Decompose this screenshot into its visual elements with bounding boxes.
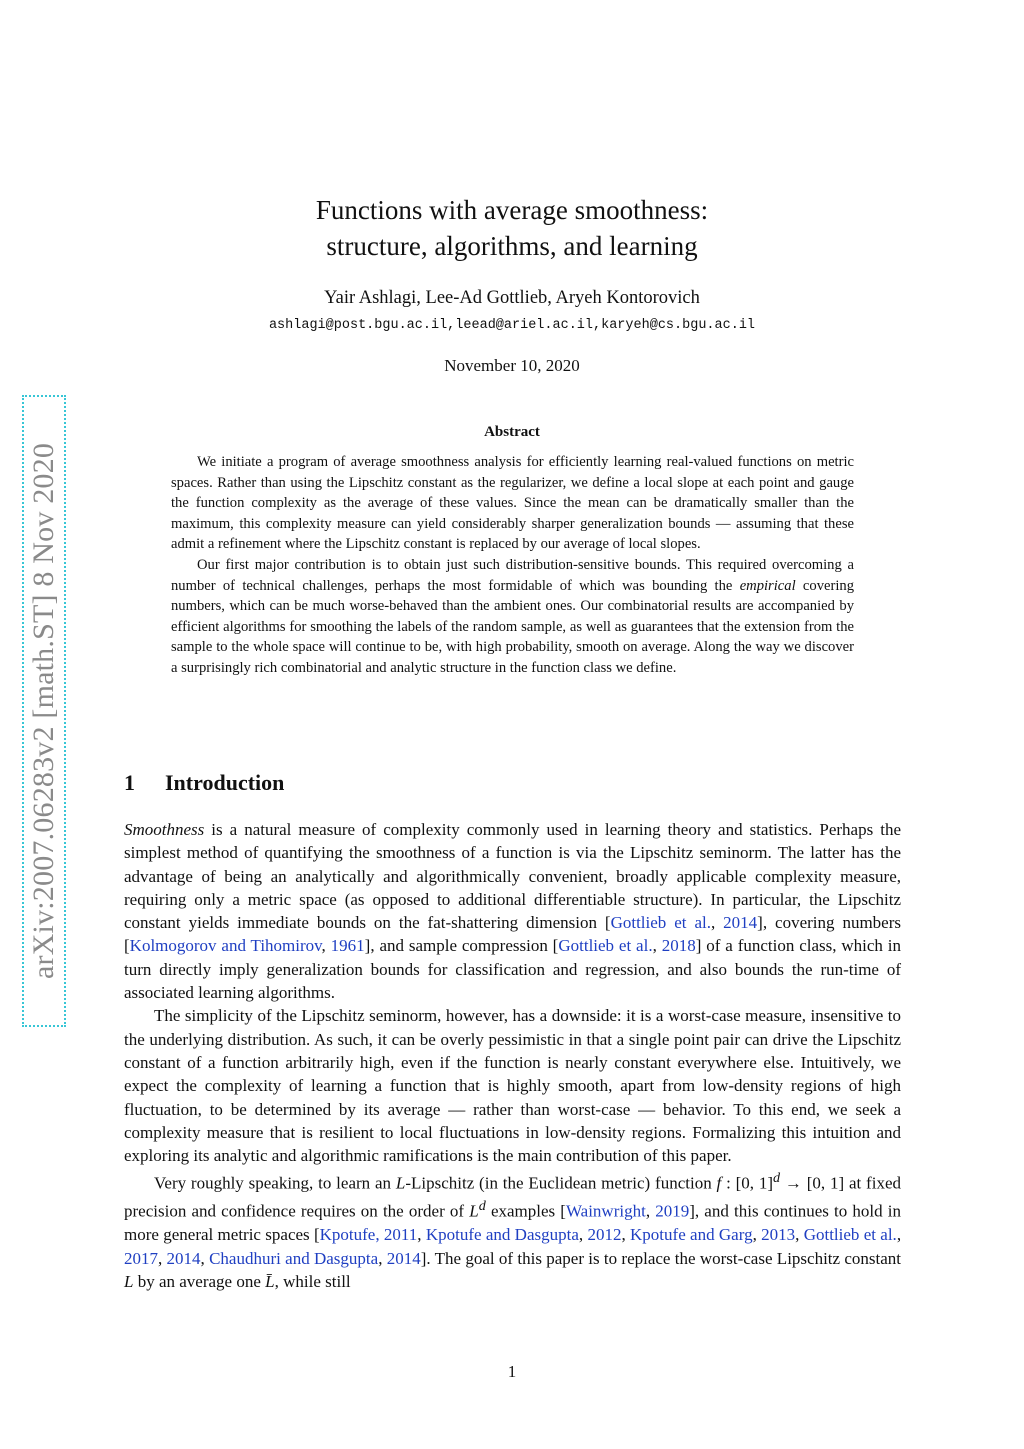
math-symbol: L̄ [265,1271,275,1291]
citation-link[interactable]: Kolmogorov and Tihomirov [129,936,322,956]
citation-year-link[interactable]: 2018 [661,936,696,956]
abstract-paragraph-1: We initiate a program of average smoothness analysis for efficiently learning real-valued functions on metric spaces. Rather than using the Lipschitz constant as the regularizer, we define a local slope at each point and gauge the function complexity as the average of these values. Since the mean can be dramatically smaller than the maximum, this complexity measure can yield considerably sharper generalization bounds — assuming that these admit a refinement where the Lipschitz constant is replaced by our average of local slopes. [171,454,854,553]
citation-link[interactable]: Kpotufe, 2011 [319,1225,418,1245]
citation-year-link[interactable]: 2017 [124,1248,158,1268]
math-symbol: f [716,1174,722,1194]
text: ], and sample compression [ [364,936,559,956]
text: -Lipschitz (in the Euclidean metric) function [405,1174,717,1194]
citation-year-link[interactable]: 1961 [330,936,365,956]
math-symbol: L [124,1271,134,1291]
paper-date: November 10, 2020 [444,356,580,375]
text: ]. The goal of this paper is to replace the worst-case Lipschitz constant [420,1248,902,1268]
math-symbol: L [469,1202,479,1222]
text: by an average one [133,1271,266,1291]
title-line-1: Functions with average smoothness: [315,195,709,225]
math-superscript: d [478,1198,486,1215]
paper-title [0,192,1024,264]
citation-link[interactable]: Kpotufe and Garg [630,1225,753,1245]
abstract-body [171,452,854,679]
text: ], and this continues to hold in more general metric spaces [ [124,1202,902,1245]
abstract-heading: Abstract [484,424,540,440]
abstract-text: Our first major contribution is to obtain just such distribution-sensitive bounds. This required overcoming a number of technical challenges, perhaps the most formidable of which was bounding the [171,556,854,594]
authors: Yair Ashlagi, Lee-Ad Gottlieb, Aryeh Kontorovich [324,288,700,308]
citation-year-link[interactable]: 2019 [655,1202,690,1222]
text: , while still [274,1271,351,1291]
text: : [0, 1] [721,1174,774,1194]
citation-year-link[interactable]: 2014 [166,1248,201,1268]
citation-year-link[interactable]: 2014 [723,913,758,933]
citation-link[interactable]: Gottlieb et al. [610,913,711,933]
citation-year-link[interactable]: 2014 [386,1248,421,1268]
math-superscript: d [773,1170,781,1187]
text: ] of a function class, which in turn directly imply generalization bounds for classification and regression, and also bounds the run-time of associated learning algorithms. [124,936,902,1003]
abstract-text: covering numbers, which can be much worse-behaved than the ambient ones. Our combinatorial results are accompanied by efficient algorithms for smoothing the labels of the random sample, as well as guarantees that the extension from the sample to the whole space will continue to be, with high probability, smooth on average. Along the way we discover a surprisingly rich combinatorial and analytic structure in the function class we define. [171,577,854,676]
section-heading-introduction [124,770,284,796]
intro-paragraph-3: Very roughly speaking, to learn an L-Lipschitz (in the Euclidean metric) function f : [0, 1]$^d$ → [0, 1] at fixed precision and confidence requires on the order of $L^d$ examples [Wainwright, 2019], and this continues to hold in more general metric spaces [Kpotufe, 2011, Kpotufe and Dasgupta, 2012, Kpotufe and Garg, 2013, Gottlieb et al., 2017, 2014, Chaudhuri and Dasgupta, 2014]. The goal of this paper is to replace the worst-case Lipschitz constant L by an average one L̄, while still [124,1170,902,1291]
text: → [0, 1] at fixed precision and confidence requires on the order of [124,1174,901,1222]
citation-link[interactable]: Kpotufe and Dasgupta [425,1225,579,1245]
intro-paragraph-1: Smoothness is a natural measure of complexity commonly used in learning theory and statistics. Perhaps the simplest method of quantifying the smoothness of a function is via the Lipschitz seminorm. The latter has the advantage of being an analytically and algorithmically convenient, broadly applicable complexity measure, requiring only a metric space (as opposed to additional differentiable structure). In particular, the Lipschitz constant yields immediate bounds on the fat-shattering dimension [Gottlieb et al., 2014], covering numbers [Kolmogorov and Tihomirov, 1961], and sample compression [Gottlieb et al., 2018] of a function class, which in turn directly imply generalization bounds for classification and regression, and also bounds the run-time of associated learning algorithms. [124,820,902,1003]
citation-link[interactable]: Gottlieb et al. [803,1225,897,1245]
introduction-body [124,818,901,1293]
arxiv-stamp [22,395,66,1027]
emphasis: Smoothness [124,820,205,839]
text: is a natural measure of complexity commonly used in learning theory and statistics. Perhaps the simplest method of quantifying the smoothness of a function is via the Lipschitz seminorm. The latter has the advantage of being an analytically and algorithmically convenient, broadly applicable complexity measure, requiring only a metric space (as opposed to additional differentiable structure). In particular, the Lipschitz constant yields immediate bounds on the fat-shattering dimension [ [124,820,901,933]
intro-paragraph-2: The simplicity of the Lipschitz seminorm, however, has a downside: it is a worst-case measure, insensitive to the underlying distribution. As such, it can be overly pessimistic in that a single point pair can drive the Lipschitz constant of a function arbitrarily high, even if the function is nearly constant everywhere else. Intuitively, we expect the complexity of learning a function that is highly smooth, apart from low-density regions of high fluctuation, to be determined by its average — rather than worst-case — behavior. To this end, we seek a complexity measure that is resilient to local fluctuations in low-density regions. Formalizing this intuition and exploring its analytic and algorithmic ramifications is the main contribution of this paper. [124,1006,901,1166]
author-emails: ashlagi@post.bgu.ac.il,leead@ariel.ac.il,karyeh@cs.bgu.ac.il [268,318,756,333]
text: ], covering numbers [ [124,913,901,956]
citation-year-link[interactable]: 2012 [587,1225,622,1245]
text: examples [ [485,1202,566,1222]
text: Very roughly speaking, to learn an [154,1174,396,1194]
title-line-2: structure, algorithms, and learning [326,231,698,261]
page-number: 1 [507,1362,517,1381]
citation-year-link[interactable]: 2013 [761,1225,796,1245]
citation-link[interactable]: Wainwright [565,1202,646,1222]
citation-link[interactable]: Chaudhuri and Dasgupta [209,1248,379,1268]
math-symbol: L [395,1174,406,1194]
abstract-emphasis: empirical [739,577,796,594]
citation-link[interactable]: Gottlieb et al. [558,936,653,956]
section-number: 1 [124,770,135,795]
section-title: Introduction [165,770,285,795]
arxiv-stamp-text: arXiv:2007.06283v2 [math.ST] 8 Nov 2020 [27,442,60,980]
abstract-paragraph-2 [171,555,854,679]
